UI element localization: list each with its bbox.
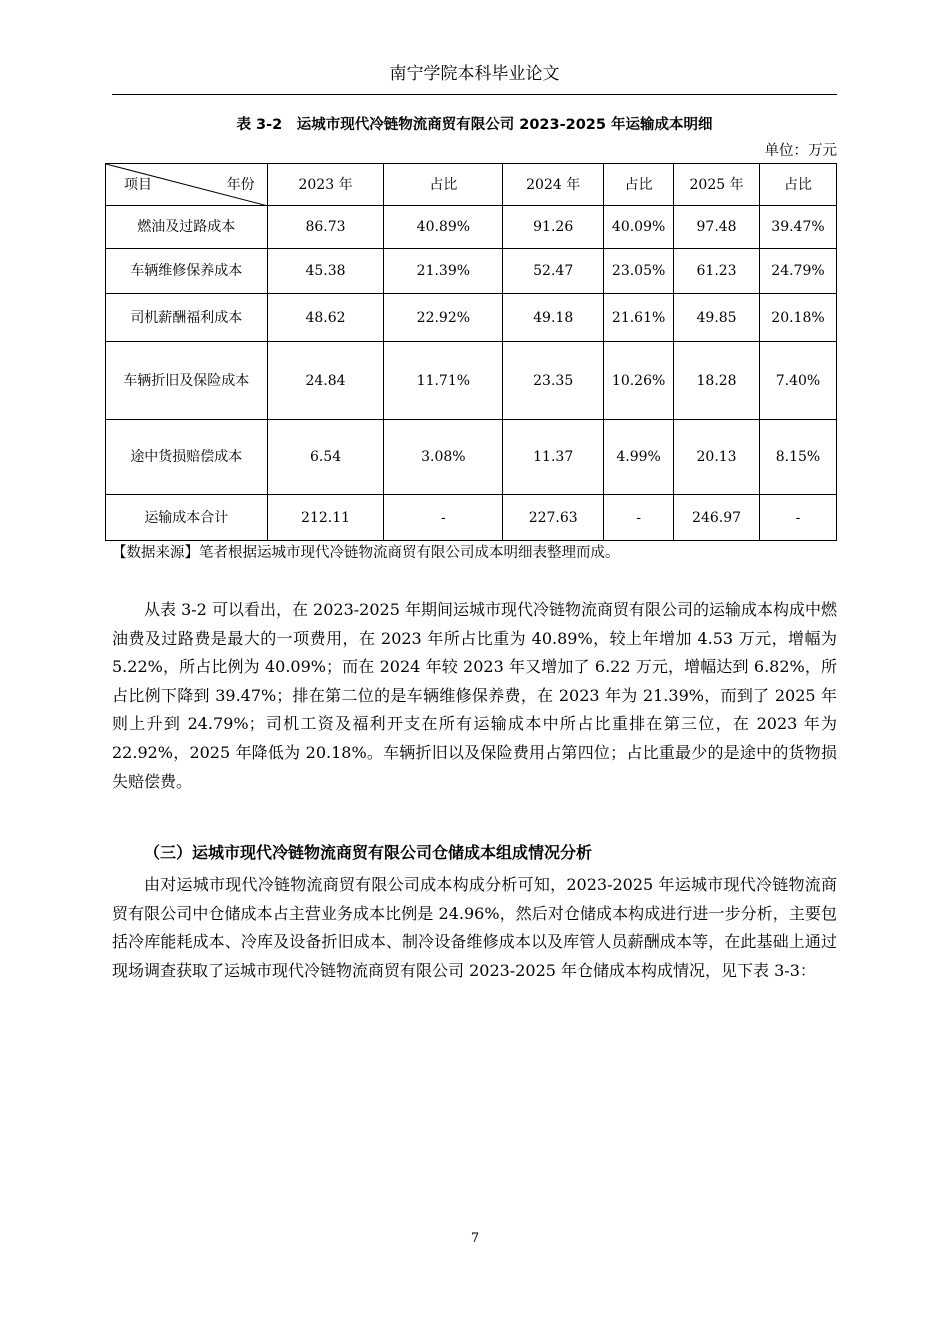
body-paragraph-2: 由对运城市现代冷链物流商贸有限公司成本构成分析可知，2023-2025 年运城市现代冷链物流商贸有限公司中仓储成本占主营业务成本比例是 24.96%，然后对仓储成本构成进行进一步分析，主要包括冷库能耗成本、冷库及设备折旧成本、制冷设备维修成本以及库管人员薪酬成本等，在此基础上通过现场调查获取了运城市现代冷链物流商贸有限公司 2023-2025 年仓储成本构成情况，见下表 3-3： <box>112 875 837 980</box>
table-row <box>106 249 837 294</box>
header-cell: 2025 年 <box>674 164 760 206</box>
header-cell: 占比 <box>604 164 674 206</box>
table-cell: 49.85 <box>674 294 760 342</box>
table-unit: 单位：万元 <box>764 143 837 159</box>
header-cell: 2023 年 <box>267 164 384 206</box>
table-total-row <box>106 495 837 541</box>
page-number: 7 <box>470 1231 480 1246</box>
table-cell: 45.38 <box>267 249 384 294</box>
table-cell: 39.47% <box>760 206 837 249</box>
row-label: 司机薪酬福利成本 <box>106 294 268 342</box>
table-cell: 8.15% <box>760 420 837 495</box>
table-cell: 49.18 <box>503 294 604 342</box>
table-cell: 212.11 <box>267 495 384 541</box>
table-row <box>106 294 837 342</box>
table-cell: 91.26 <box>503 206 604 249</box>
table-cell: 97.48 <box>674 206 760 249</box>
table-cell: 48.62 <box>267 294 384 342</box>
table-cell: 20.13 <box>674 420 760 495</box>
table-cell: 18.28 <box>674 342 760 420</box>
table-cell: - <box>384 495 503 541</box>
table-cell: 227.63 <box>503 495 604 541</box>
table-cell: 61.23 <box>674 249 760 294</box>
row-label: 车辆折旧及保险成本 <box>106 342 268 420</box>
table-cell: 40.09% <box>604 206 674 249</box>
table-cell: 11.71% <box>384 342 503 420</box>
corner-label-item: 项目 <box>124 177 152 193</box>
table-cell: 3.08% <box>384 420 503 495</box>
table-cell: 11.37 <box>503 420 604 495</box>
table-cell: 24.79% <box>760 249 837 294</box>
table-caption: 表 3-2 运城市现代冷链物流商贸有限公司 2023-2025 年运输成本明细 <box>236 117 713 133</box>
table-cell: 21.39% <box>384 249 503 294</box>
row-label: 燃油及过路成本 <box>106 206 268 249</box>
table-corner-cell <box>106 164 268 206</box>
section-heading: （三）运城市现代冷链物流商贸有限公司仓储成本组成情况分析 <box>144 843 593 862</box>
table-cell: - <box>604 495 674 541</box>
table-cell: 4.99% <box>604 420 674 495</box>
header-cell: 占比 <box>384 164 503 206</box>
table-cell: 40.89% <box>384 206 503 249</box>
row-label: 运输成本合计 <box>106 495 268 541</box>
table-header-row <box>106 164 837 206</box>
table-cell: 7.40% <box>760 342 837 420</box>
page-header-title: 南宁学院本科毕业论文 <box>389 64 560 84</box>
table-cell: 24.84 <box>267 342 384 420</box>
table-cell: 246.97 <box>674 495 760 541</box>
table-cell: 6.54 <box>267 420 384 495</box>
table-source-note: 【数据来源】笔者根据运城市现代冷链物流商贸有限公司成本明细表整理而成。 <box>112 545 620 561</box>
header-cell: 2024 年 <box>503 164 604 206</box>
table-cell: 23.35 <box>503 342 604 420</box>
table-cell: 86.73 <box>267 206 384 249</box>
table-cell: 21.61% <box>604 294 674 342</box>
corner-label-year: 年份 <box>226 177 255 193</box>
table-cell: 23.05% <box>604 249 674 294</box>
row-label: 车辆维修保养成本 <box>106 249 268 294</box>
table-cell: 52.47 <box>503 249 604 294</box>
body-paragraph-1: 从表 3-2 可以看出，在 2023-2025 年期间运城市现代冷链物流商贸有限公司的运输成本构成中燃油费及过路费是最大的一项费用，在 2023 年所占比重为 40.89%，较上年增加 4.53 万元，增幅为 5.22%，所占比例为 40.09%；而在 2024 年较 2023 年又增加了 6.22 万元，增幅达到 6.82%，所占比例下降到 39.47%；排在第二位的是车辆维修保养费，在 2023 年为 21.39%，而到了 2025 年则上升到 24.79%；司机工资及福利开支在所有运输成本中所占比重排在第三位，在 2023 年为 22.92%，2025 年降低为 20.18%。车辆折旧以及保险费用占第四位；占比重最少的是途中的货物损失赔偿费。 <box>112 600 837 791</box>
header-cell: 占比 <box>760 164 837 206</box>
table-row <box>106 342 837 420</box>
table-cell: 20.18% <box>760 294 837 342</box>
transport-cost-table <box>105 163 837 541</box>
table-cell: 22.92% <box>384 294 503 342</box>
row-label: 途中货损赔偿成本 <box>106 420 268 495</box>
table-cell: - <box>760 495 837 541</box>
table-row <box>106 420 837 495</box>
header-rule <box>112 94 837 95</box>
table-row <box>106 206 837 249</box>
table-cell: 10.26% <box>604 342 674 420</box>
